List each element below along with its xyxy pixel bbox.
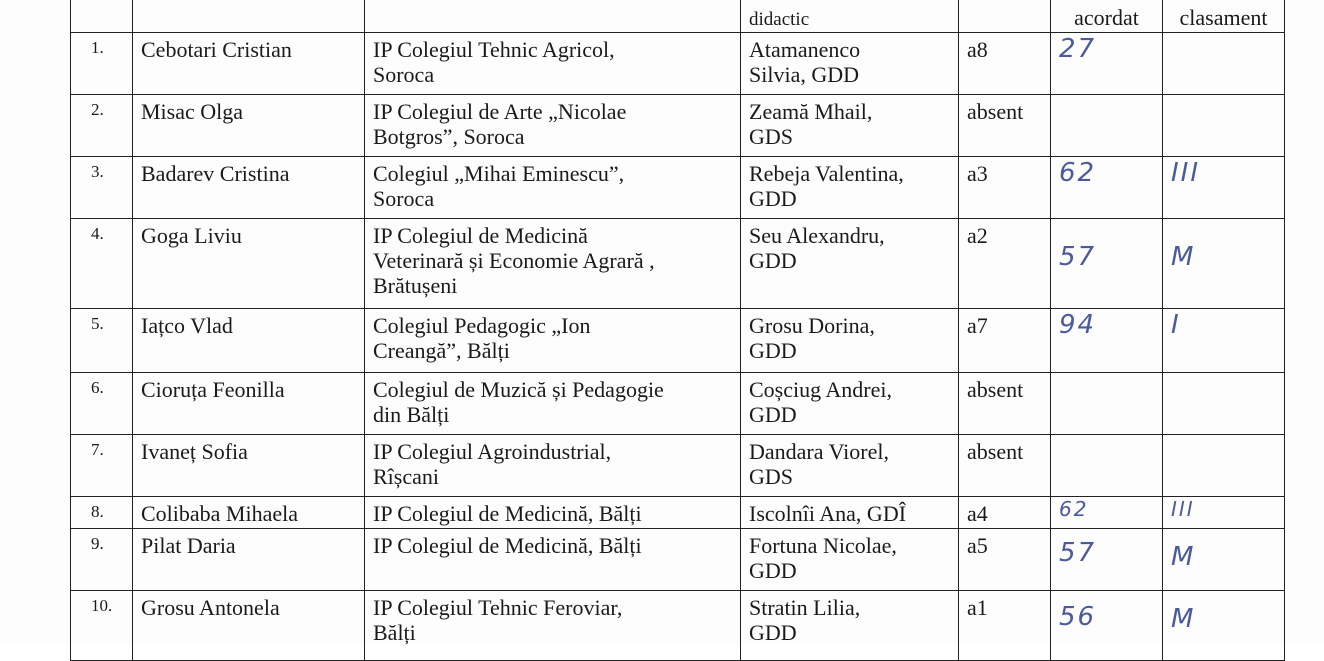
participant-name: Cioruța Feonilla (133, 373, 365, 435)
handwritten-place: III (1163, 157, 1285, 219)
participant-name: Grosu Antonela (133, 591, 365, 661)
teacher: Coșciug Andrei, GDD (741, 373, 959, 435)
handwritten-score: 57 (1051, 219, 1163, 309)
teacher: Rebeja Valentina, GDD (741, 157, 959, 219)
table-row (71, 219, 1285, 309)
participant-code: a1 (959, 591, 1051, 661)
row-number: 2. (71, 95, 133, 157)
handwritten-place: I (1163, 309, 1285, 373)
header-teacher: didactic (741, 0, 959, 33)
row-number: 4. (71, 219, 133, 309)
row-number: 9. (71, 529, 133, 591)
handwritten-score (1051, 435, 1163, 497)
row-number: 7. (71, 435, 133, 497)
handwritten-place: M (1163, 219, 1285, 309)
handwritten-score: 62 (1051, 157, 1163, 219)
institution: IP Colegiul Agroindustrial, Rîșcani (365, 435, 741, 497)
row-number: 8. (71, 497, 133, 529)
header-name (133, 0, 365, 33)
participant-code: absent (959, 373, 1051, 435)
participant-code: a7 (959, 309, 1051, 373)
table-row (71, 435, 1285, 497)
header-nr (71, 0, 133, 33)
table-row (71, 591, 1285, 661)
header-institution (365, 0, 741, 33)
institution: IP Colegiul de Medicină Veterinară și Economie Agrară , Brătușeni (365, 219, 741, 309)
handwritten-place: M (1163, 529, 1285, 591)
institution: IP Colegiul de Medicină, Bălți (365, 497, 741, 529)
table-row (71, 497, 1285, 529)
handwritten-score: 94 (1051, 309, 1163, 373)
header-score: acordat (1051, 0, 1163, 33)
institution: Colegiul de Muzică și Pedagogie din Bălți (365, 373, 741, 435)
teacher: Fortuna Nicolae, GDD (741, 529, 959, 591)
row-number: 10. (71, 591, 133, 661)
institution: Colegiul „Mihai Eminescu”, Soroca (365, 157, 741, 219)
participant-name: Misac Olga (133, 95, 365, 157)
row-number: 3. (71, 157, 133, 219)
header-code (959, 0, 1051, 33)
participant-name: Colibaba Mihaela (133, 497, 365, 529)
teacher: Atamanenco Silvia, GDD (741, 33, 959, 95)
handwritten-score: 57 (1051, 529, 1163, 591)
participant-name: Pilat Daria (133, 529, 365, 591)
table-row (71, 33, 1285, 95)
row-number: 1. (71, 33, 133, 95)
participant-code: a4 (959, 497, 1051, 529)
institution: IP Colegiul de Medicină, Bălți (365, 529, 741, 591)
header-row (71, 0, 1285, 33)
participant-code: absent (959, 95, 1051, 157)
table-row (71, 309, 1285, 373)
row-number: 6. (71, 373, 133, 435)
table-row (71, 529, 1285, 591)
teacher: Stratin Lilia, GDD (741, 591, 959, 661)
table-row (71, 95, 1285, 157)
participant-code: a5 (959, 529, 1051, 591)
participant-name: Ivaneț Sofia (133, 435, 365, 497)
participant-code: a2 (959, 219, 1051, 309)
participant-code: a8 (959, 33, 1051, 95)
participant-name: Goga Liviu (133, 219, 365, 309)
header-place: clasament (1163, 0, 1285, 33)
teacher: Grosu Dorina, GDD (741, 309, 959, 373)
handwritten-score (1051, 95, 1163, 157)
participant-code: absent (959, 435, 1051, 497)
table-row (71, 157, 1285, 219)
row-number: 5. (71, 309, 133, 373)
institution: IP Colegiul Tehnic Agricol, Soroca (365, 33, 741, 95)
handwritten-place (1163, 33, 1285, 95)
handwritten-score: 56 (1051, 591, 1163, 661)
table-row (71, 373, 1285, 435)
participant-name: Cebotari Cristian (133, 33, 365, 95)
institution: Colegiul Pedagogic „Ion Creangă”, Bălți (365, 309, 741, 373)
handwritten-place (1163, 435, 1285, 497)
teacher: Seu Alexandru, GDD (741, 219, 959, 309)
institution: IP Colegiul Tehnic Feroviar, Bălți (365, 591, 741, 661)
handwritten-score: 62 (1051, 497, 1163, 529)
teacher: Iscolnîi Ana, GDÎ (741, 497, 959, 529)
handwritten-score: 27 (1051, 33, 1163, 95)
participant-code: a3 (959, 157, 1051, 219)
participant-name: Badarev Cristina (133, 157, 365, 219)
results-table (70, 0, 1285, 661)
handwritten-place: III (1163, 497, 1285, 529)
teacher: Zeamă Mhail, GDS (741, 95, 959, 157)
handwritten-place (1163, 95, 1285, 157)
participant-name: Iațco Vlad (133, 309, 365, 373)
handwritten-place (1163, 373, 1285, 435)
handwritten-score (1051, 373, 1163, 435)
institution: IP Colegiul de Arte „Nicolae Botgros”, Soroca (365, 95, 741, 157)
handwritten-place: M (1163, 591, 1285, 661)
teacher: Dandara Viorel, GDS (741, 435, 959, 497)
